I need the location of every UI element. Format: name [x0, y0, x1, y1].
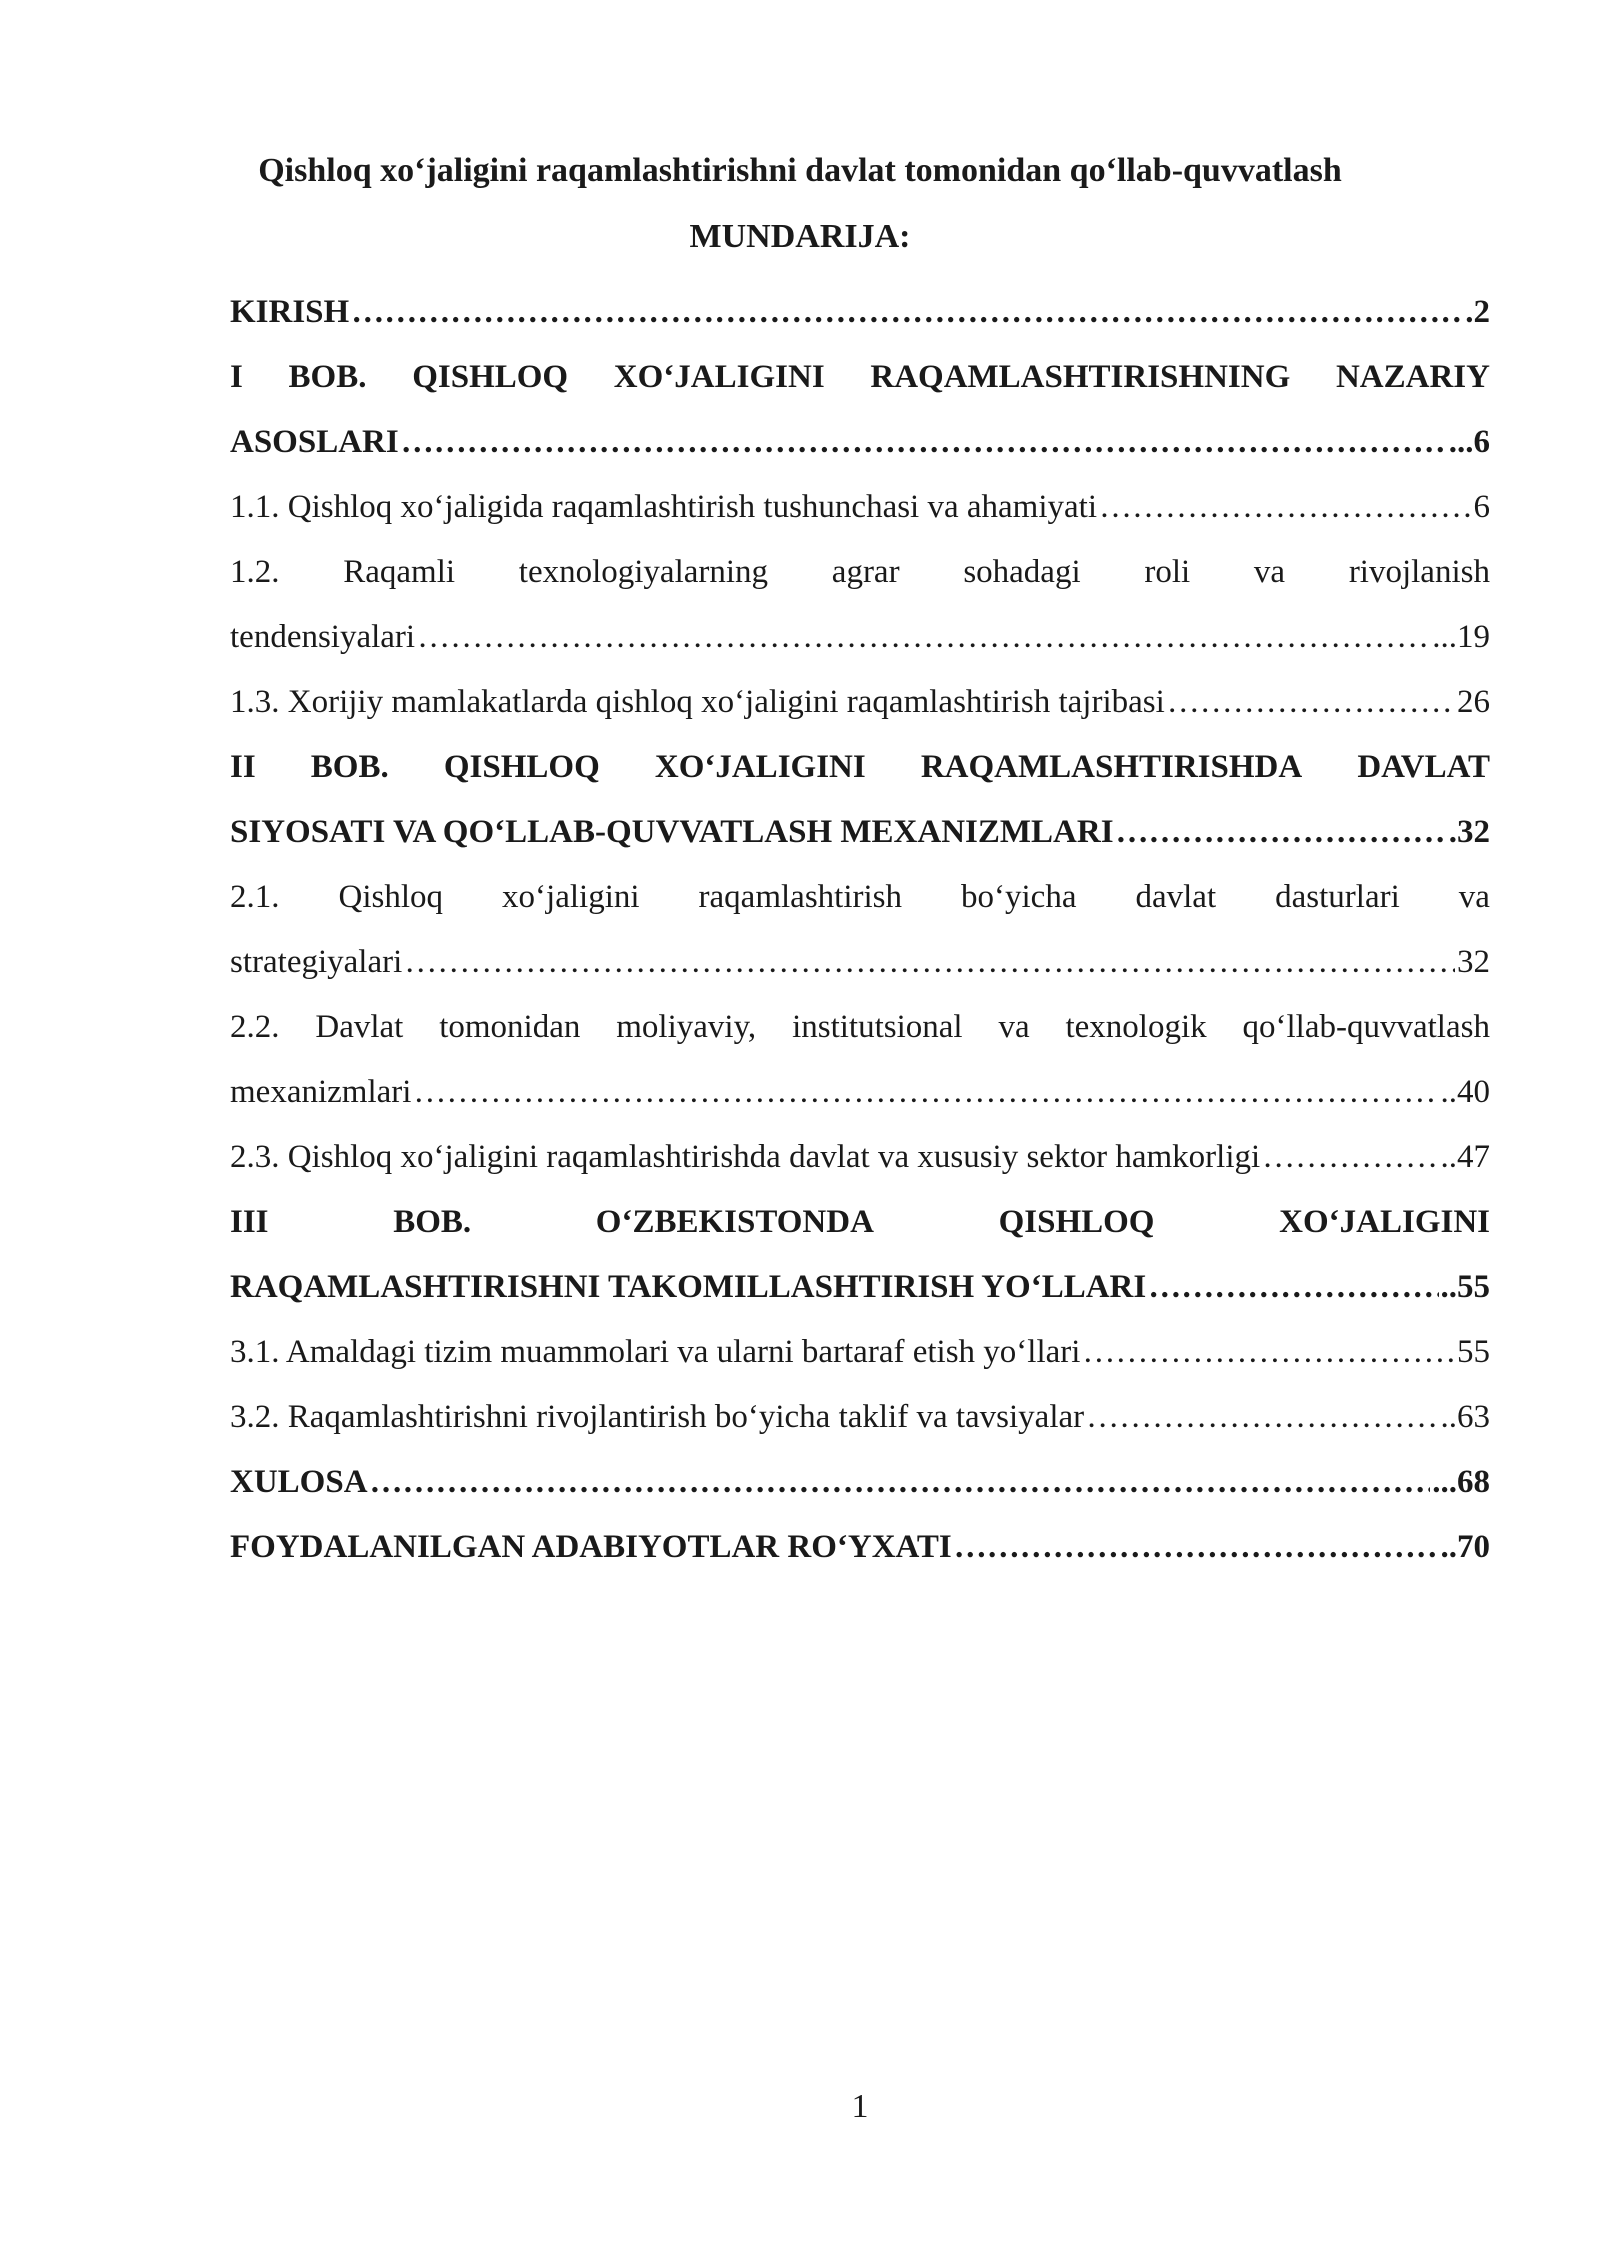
- toc-entry-text: 3.1. Amaldagi tizim muammolari va ularni bartaraf etish yo‘llari: [230, 1334, 1081, 1370]
- word: 1.2.: [230, 554, 280, 590]
- word: BOB.: [288, 359, 367, 395]
- toc-entry-text: tendensiyalari: [230, 619, 416, 655]
- word: agrar: [831, 554, 900, 590]
- word: XO‘JALIGINI: [654, 749, 866, 785]
- toc-entry-line: [230, 995, 1490, 1060]
- toc-entry-line: [230, 735, 1490, 800]
- dot-leader: [417, 605, 1430, 670]
- dot-leader: [1262, 1125, 1438, 1190]
- toc-entry-chapter-3[interactable]: [230, 1190, 1490, 1320]
- toc-page-number: .32: [1448, 814, 1490, 850]
- toc-entry-section-3-1[interactable]: [230, 1320, 1490, 1385]
- toc-entry-text: 1.3. Xorijiy mamlakatlarda qishloq xo‘jaligini raqamlashtirish tajribasi: [230, 684, 1165, 720]
- toc-entry-text: XULOSA: [230, 1464, 368, 1500]
- toc-page-number: ..70: [1440, 1529, 1490, 1565]
- table-of-contents: [230, 280, 1490, 1580]
- word: institutsional: [792, 1009, 963, 1045]
- word: texnologiyalarning: [518, 554, 769, 590]
- toc-entry-section-3-2[interactable]: [230, 1385, 1490, 1450]
- word: QISHLOQ: [412, 359, 569, 395]
- word: II: [230, 749, 256, 785]
- word: O‘ZBEKISTONDA: [595, 1204, 874, 1240]
- document-title: Qishloq xo‘jaligini raqamlashtirishni davlat tomonidan qo‘llab-quvvatlash: [258, 152, 1342, 189]
- toc-entry-section-1-1[interactable]: [230, 475, 1490, 540]
- word: texnologik: [1065, 1009, 1207, 1045]
- dot-leader: [401, 410, 1447, 475]
- word: bo‘yicha: [961, 879, 1077, 915]
- word: Qishloq: [338, 879, 444, 915]
- dot-leader: [1082, 1320, 1455, 1385]
- toc-page-number: 32: [1457, 944, 1490, 980]
- toc-heading: MUNDARIJA:: [689, 218, 911, 255]
- toc-page-number: ..40: [1440, 1074, 1490, 1110]
- toc-entry-text: mexanizmlari: [230, 1074, 412, 1110]
- word: XO‘JALIGINI: [1279, 1204, 1490, 1240]
- word: va: [1253, 554, 1286, 590]
- word: BOB.: [310, 749, 389, 785]
- dot-leader: [1148, 1255, 1438, 1320]
- dot-leader: [370, 1450, 1431, 1515]
- dot-leader: [954, 1515, 1439, 1580]
- toc-page-number: ...19: [1432, 619, 1490, 655]
- word: RAQAMLASHTIRISHDA: [920, 749, 1303, 785]
- dot-leader: [413, 1060, 1438, 1125]
- toc-entry-text: 1.1. Qishloq xo‘jaligida raqamlashtirish tushunchasi va ahamiyati: [230, 489, 1097, 525]
- page-number: 1: [851, 2088, 869, 2125]
- toc-page-number: 55: [1457, 1334, 1490, 1370]
- word: moliyaviy,: [616, 1009, 757, 1045]
- word: qo‘llab-quvvatlash: [1242, 1009, 1490, 1045]
- word: I: [230, 359, 243, 395]
- dot-leader: [1116, 800, 1447, 865]
- toc-page-number: ..47: [1440, 1139, 1490, 1175]
- toc-page-number: ...6: [1448, 424, 1490, 460]
- word: tomonidan: [439, 1009, 581, 1045]
- toc-page-number: 6: [1473, 489, 1490, 525]
- toc-entry-kirish[interactable]: [230, 280, 1490, 345]
- toc-entry-text: 2.3. Qishloq xo‘jaligini raqamlashtirishda davlat va xususiy sektor hamkorligi: [230, 1139, 1261, 1175]
- toc-entry-chapter-2[interactable]: [230, 735, 1490, 865]
- toc-page-number: ..63: [1440, 1399, 1490, 1435]
- toc-entry-text: RAQAMLASHTIRISHNI TAKOMILLASHTIRISH YO‘LLARI: [230, 1269, 1147, 1305]
- word: 2.1.: [230, 879, 280, 915]
- dot-leader: [351, 280, 1463, 345]
- toc-entry-xulosa[interactable]: [230, 1450, 1490, 1515]
- toc-entry-section-2-3[interactable]: [230, 1125, 1490, 1190]
- word: dasturlari: [1275, 879, 1400, 915]
- toc-entry-text: SIYOSATI VA QO‘LLAB-QUVVATLASH MEXANIZMLARI: [230, 814, 1114, 850]
- toc-entry-adabiyotlar[interactable]: [230, 1515, 1490, 1580]
- word: davlat: [1135, 879, 1217, 915]
- toc-page-number: ...68: [1432, 1464, 1490, 1500]
- word: roli: [1144, 554, 1191, 590]
- dot-leader: [1167, 670, 1455, 735]
- dot-leader: [1086, 1385, 1438, 1450]
- word: va: [998, 1009, 1030, 1045]
- word: sohadagi: [963, 554, 1081, 590]
- word: QISHLOQ: [443, 749, 600, 785]
- word: Raqamli: [343, 554, 456, 590]
- word: DAVLAT: [1357, 749, 1490, 785]
- word: XO‘JALIGINI: [613, 359, 825, 395]
- toc-page-number: ..55: [1440, 1269, 1490, 1305]
- word: Davlat: [315, 1009, 404, 1045]
- toc-entry-chapter-1[interactable]: [230, 345, 1490, 475]
- word: RAQAMLASHTIRISHNING: [870, 359, 1291, 395]
- word: raqamlashtirish: [698, 879, 902, 915]
- toc-entry-text: strategiyalari: [230, 944, 403, 980]
- toc-entry-line: [230, 345, 1490, 410]
- word: III: [230, 1204, 269, 1240]
- word: va: [1458, 879, 1490, 915]
- toc-entry-line: [230, 1190, 1490, 1255]
- toc-entry-text: KIRISH: [230, 294, 350, 330]
- toc-entry-section-1-2[interactable]: [230, 540, 1490, 670]
- toc-entry-section-1-3[interactable]: [230, 670, 1490, 735]
- word: BOB.: [393, 1204, 472, 1240]
- toc-entry-section-2-1[interactable]: [230, 865, 1490, 995]
- toc-page-number: .2: [1465, 294, 1490, 330]
- toc-entry-section-2-2[interactable]: [230, 995, 1490, 1125]
- word: rivojlanish: [1348, 554, 1490, 590]
- dot-leader: [404, 930, 1455, 995]
- toc-entry-text: FOYDALANILGAN ADABIYOTLAR RO‘YXATI: [230, 1529, 952, 1565]
- word: 2.2.: [230, 1009, 280, 1045]
- toc-entry-line: [230, 540, 1490, 605]
- toc-entry-text: ASOSLARI: [230, 424, 399, 460]
- toc-page-number: 26: [1457, 684, 1490, 720]
- word: QISHLOQ: [998, 1204, 1155, 1240]
- dot-leader: [1099, 475, 1472, 540]
- toc-entry-text: 3.2. Raqamlashtirishni rivojlantirish bo‘yicha taklif va tavsiyalar: [230, 1399, 1085, 1435]
- toc-entry-line: [230, 865, 1490, 930]
- word: NAZARIY: [1335, 359, 1490, 395]
- word: xo‘jaligini: [502, 879, 640, 915]
